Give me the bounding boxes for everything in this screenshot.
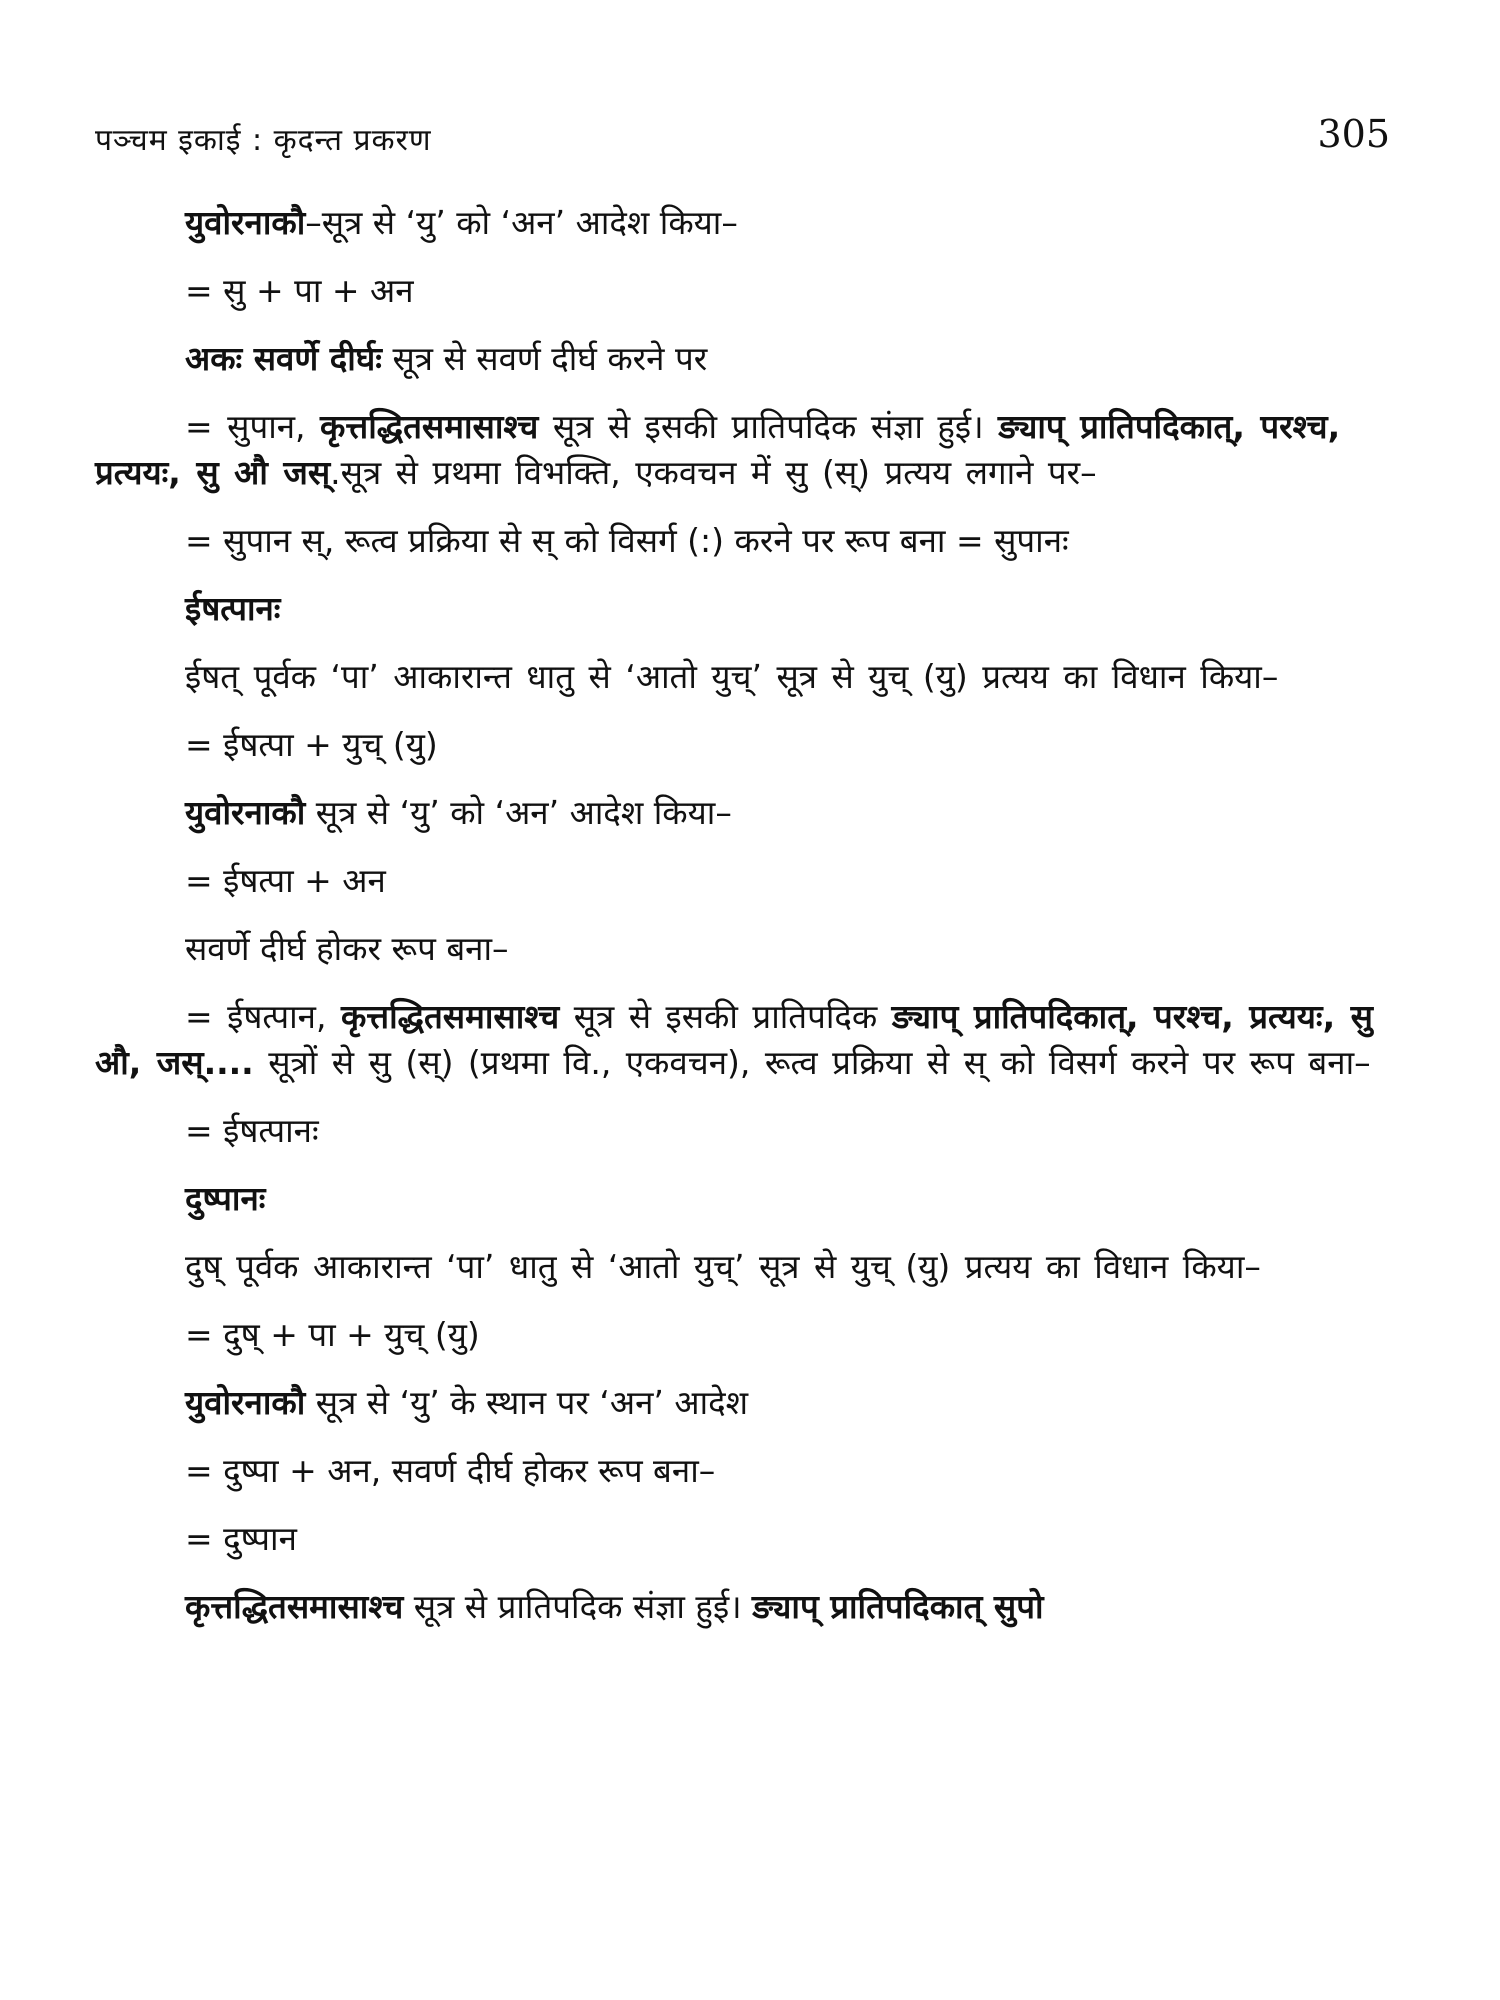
- text-run: = ईषत्पान,: [185, 997, 341, 1036]
- sutra-term: ङ्याप् प्रातिपदिकात्, परश्च, प्रत्ययः, सु औ, जस्....: [95, 997, 1373, 1082]
- text-run: = सु + पा + अन: [185, 271, 414, 310]
- text-line: [95, 268, 1405, 314]
- text-line: [95, 1312, 1405, 1358]
- text-line: [95, 1176, 1405, 1222]
- text-run: = ईषत्पा + अन: [185, 861, 386, 900]
- sutra-term: अकः सवर्णे दीर्घः: [185, 339, 382, 378]
- sutra-term: दुष्पानः: [185, 1179, 266, 1218]
- text-run: सूत्रों से सु (स्) (प्रथमा वि., एकवचन), रूत्व प्रक्रिया से स् को विसर्ग करने पर रूप बना–: [253, 1043, 1371, 1082]
- text-run: = दुष्पा + अन, सवर्ण दीर्घ होकर रूप बना–: [185, 1451, 716, 1490]
- paragraph: [95, 1244, 1405, 1290]
- text-run: = सुपान,: [185, 407, 321, 446]
- text-line: [95, 1448, 1405, 1494]
- sutra-term: युवोरनाकौ: [185, 793, 306, 832]
- text-line: [95, 336, 1405, 382]
- text-run: –सूत्र से ‘यु’ को ‘अन’ आदेश किया–: [305, 203, 738, 242]
- text-line: [95, 858, 1405, 904]
- sutra-term: कृत्तद्धितसमासाश्च: [320, 407, 539, 446]
- text-run: = सुपान स्, रूत्व प्रक्रिया से स् को विसर्ग (:) करने पर रूप बना = सुपानः: [185, 521, 1069, 560]
- sutra-term: युवोरनाकौ: [185, 203, 306, 242]
- page-body: [95, 200, 1405, 1652]
- text-run: दुष् पूर्वक आकारान्त ‘पा’ धातु से ‘आतो युच्’ सूत्र से युच् (यु) प्रत्यय का विधान किया–: [185, 1247, 1261, 1286]
- running-head: पञ्चम इकाई : कृदन्त प्रकरण: [95, 123, 432, 158]
- page-number: 305: [1317, 112, 1390, 156]
- text-line: [95, 1380, 1405, 1426]
- text-run: = ईषत्पानः: [185, 1111, 319, 1150]
- text-line: [95, 1108, 1405, 1154]
- text-run: = ईषत्पा + युच् (यु): [185, 725, 438, 764]
- text-run: सूत्र से इसकी प्रातिपदिक संज्ञा हुई।: [538, 407, 999, 446]
- text-run: सूत्र से ‘यु’ को ‘अन’ आदेश किया–: [305, 793, 732, 832]
- paragraph: [95, 994, 1405, 1086]
- text-line: [95, 518, 1405, 564]
- text-run: सूत्र से इसकी प्रातिपदिक: [559, 997, 892, 1036]
- sutra-term: ङ्याप् प्रातिपदिकात् सुपो: [752, 1587, 1044, 1626]
- text-run: = दुष् + पा + युच् (यु): [185, 1315, 480, 1354]
- text-line: [95, 790, 1405, 836]
- text-line: [95, 1516, 1405, 1562]
- sutra-term: ङ्याप् प्रातिपदिकात्, परश्च, प्रत्ययः, सु औ जस्: [95, 407, 1341, 492]
- text-line: [95, 586, 1405, 632]
- sutra-term: कृत्तद्धितसमासाश्च: [185, 1587, 404, 1626]
- text-run: सूत्र से सवर्ण दीर्घ करने पर: [381, 339, 708, 378]
- text-line: [95, 200, 1405, 246]
- text-run: .सूत्र से प्रथमा विभक्ति, एकवचन में सु (स्) प्रत्यय लगाने पर–: [330, 453, 1097, 492]
- sutra-term: युवोरनाकौ: [185, 1383, 306, 1422]
- text-line: [95, 1584, 1405, 1630]
- text-line: [95, 722, 1405, 768]
- paragraph: [95, 654, 1405, 700]
- sutra-term: कृत्तद्धितसमासाश्च: [340, 997, 560, 1036]
- sutra-term: ईषत्पानः: [185, 589, 281, 628]
- text-run: सूत्र से प्रातिपदिक संज्ञा हुई।: [403, 1587, 753, 1626]
- text-run: = दुष्पान: [185, 1519, 297, 1558]
- text-run: सवर्णे दीर्घ होकर रूप बना–: [185, 929, 509, 968]
- paragraph: [95, 404, 1405, 496]
- page-header: [95, 112, 1390, 162]
- text-run: ईषत् पूर्वक ‘पा’ आकारान्त धातु से ‘आतो युच्’ सूत्र से युच् (यु) प्रत्यय का विधान किया–: [185, 657, 1279, 696]
- text-run: सूत्र से ‘यु’ के स्थान पर ‘अन’ आदेश: [305, 1383, 749, 1422]
- text-line: [95, 926, 1405, 972]
